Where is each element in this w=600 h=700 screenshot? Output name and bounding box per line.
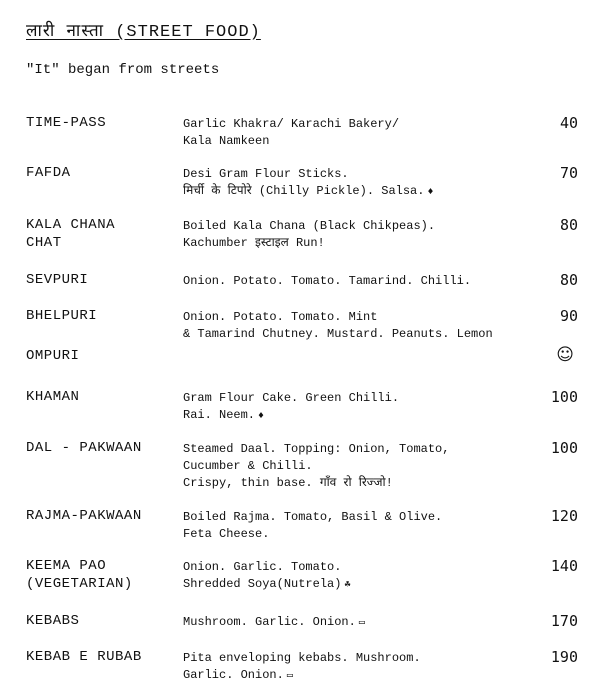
item-price: 80 (559, 216, 578, 234)
item-name (26, 507, 142, 525)
description-text: Desi Gram Flour Sticks. (183, 167, 349, 181)
description-text: Rai. Neem. (183, 408, 256, 422)
item-name (26, 216, 115, 252)
item-name (26, 164, 71, 182)
description-line (183, 667, 421, 685)
description-line (183, 441, 449, 458)
item-name (26, 347, 79, 365)
description-text: Garlic Khakra/ Karachi Bakery/ (183, 117, 400, 131)
description-text: Boiled Kala Chana (Black Chikpeas). (183, 219, 436, 233)
description-text: Boiled Rajma. Tomato, Basil & Olive. (183, 510, 443, 524)
description-text: Feta Cheese. (183, 527, 270, 541)
item-name-line: SEVPURI (26, 272, 89, 288)
description-line (183, 407, 399, 425)
description-line (183, 614, 365, 632)
description-line (183, 235, 435, 252)
description-text: Onion. Potato. Tomato. Tamarind. Chilli. (183, 274, 472, 288)
item-description (183, 309, 493, 343)
description-text: Mushroom. Garlic. Onion. (183, 615, 356, 629)
description-line (183, 475, 449, 492)
menu-section-title: लारी नास्ता (STREET FOOD) (26, 23, 261, 42)
description-line (183, 133, 399, 150)
item-name-line: RAJMA-PAKWAAN (26, 508, 142, 524)
description-text: Gram Flour Cake. Green Chilli. (183, 391, 400, 405)
item-name (26, 648, 142, 666)
item-description (183, 273, 471, 290)
description-text: Pita enveloping kebabs. Mushroom. (183, 651, 421, 665)
item-name (26, 271, 88, 289)
item-description (183, 390, 399, 425)
item-name (26, 557, 133, 593)
item-price: 40 (559, 114, 578, 132)
item-description (183, 441, 449, 492)
description-line (183, 526, 442, 543)
description-text: & Tamarind Chutney. Mustard. Peanuts. Lemon (183, 327, 493, 341)
item-name-line: KEBAB E RUBAB (26, 649, 142, 665)
item-description (183, 614, 365, 632)
item-name-line: (VEGETARIAN) (26, 576, 133, 592)
olive-icon: ☘ (344, 580, 351, 591)
description-text: Cucumber & Chilli. (183, 459, 313, 473)
item-description (183, 650, 421, 685)
description-text: Onion. Garlic. Tomato. (183, 560, 342, 574)
description-line (183, 390, 399, 407)
smiley-face-icon: ☺ (556, 345, 574, 365)
item-name-line: BHELPURI (26, 308, 98, 324)
item-name-line: FAFDA (26, 165, 71, 181)
chilli-drop-icon: ♦ (258, 411, 265, 422)
description-line (183, 183, 433, 201)
description-text: मिर्ची के टिपोरे (Chilly Pickle). Salsa. (183, 184, 425, 198)
bread-icon: ▭ (358, 618, 365, 629)
description-text: Crispy, thin base. गाँव रो रिज्जो! (183, 476, 393, 490)
description-line (183, 218, 435, 235)
item-description (183, 166, 433, 201)
item-name-line: KALA CHANA (26, 217, 116, 233)
description-line (183, 576, 350, 594)
description-line (183, 326, 493, 343)
item-description (183, 509, 442, 543)
item-price: 80 (559, 271, 578, 289)
item-price: 100 (550, 439, 578, 457)
description-text: Kala Namkeen (183, 134, 270, 148)
description-text: Onion. Potato. Tomato. Mint (183, 310, 378, 324)
item-name (26, 388, 79, 406)
description-line (183, 273, 471, 290)
item-name-line: KEBABS (26, 613, 80, 629)
description-text: Kachumber इस्टाइल Run! (183, 236, 325, 250)
item-price: 190 (550, 648, 578, 666)
menu-tagline: "It" began from streets (26, 62, 220, 78)
item-name (26, 612, 79, 630)
item-name-line: KEEMA PAO (26, 558, 107, 574)
item-price: 70 (559, 164, 578, 182)
description-text: Shredded Soya(Nutrela) (183, 577, 342, 591)
bread-icon: ▭ (286, 671, 293, 682)
item-description (183, 559, 350, 594)
description-line (183, 559, 350, 576)
item-price: 120 (550, 507, 578, 525)
item-name (26, 307, 97, 325)
item-name-line: OMPURI (26, 348, 80, 364)
item-name (26, 439, 142, 457)
item-price: 140 (550, 557, 578, 575)
description-line (183, 309, 493, 326)
item-price: 90 (559, 307, 578, 325)
item-name-line: KHAMAN (26, 389, 80, 405)
item-price: 100 (550, 388, 578, 406)
item-name (26, 114, 106, 132)
description-text: Steamed Daal. Topping: Onion, Tomato, (183, 442, 450, 456)
item-name-line: TIME-PASS (26, 115, 107, 131)
item-name-line: CHAT (26, 235, 62, 251)
description-line (183, 458, 449, 475)
description-line (183, 650, 421, 667)
item-name-line: DAL - PAKWAAN (26, 440, 142, 456)
description-text: Garlic. Onion. (183, 668, 284, 682)
description-line (183, 509, 442, 526)
item-description (183, 218, 435, 252)
description-line (183, 166, 433, 183)
description-line (183, 116, 399, 133)
item-description (183, 116, 399, 150)
chilli-drop-icon: ♦ (427, 187, 434, 198)
item-price: 170 (550, 612, 578, 630)
